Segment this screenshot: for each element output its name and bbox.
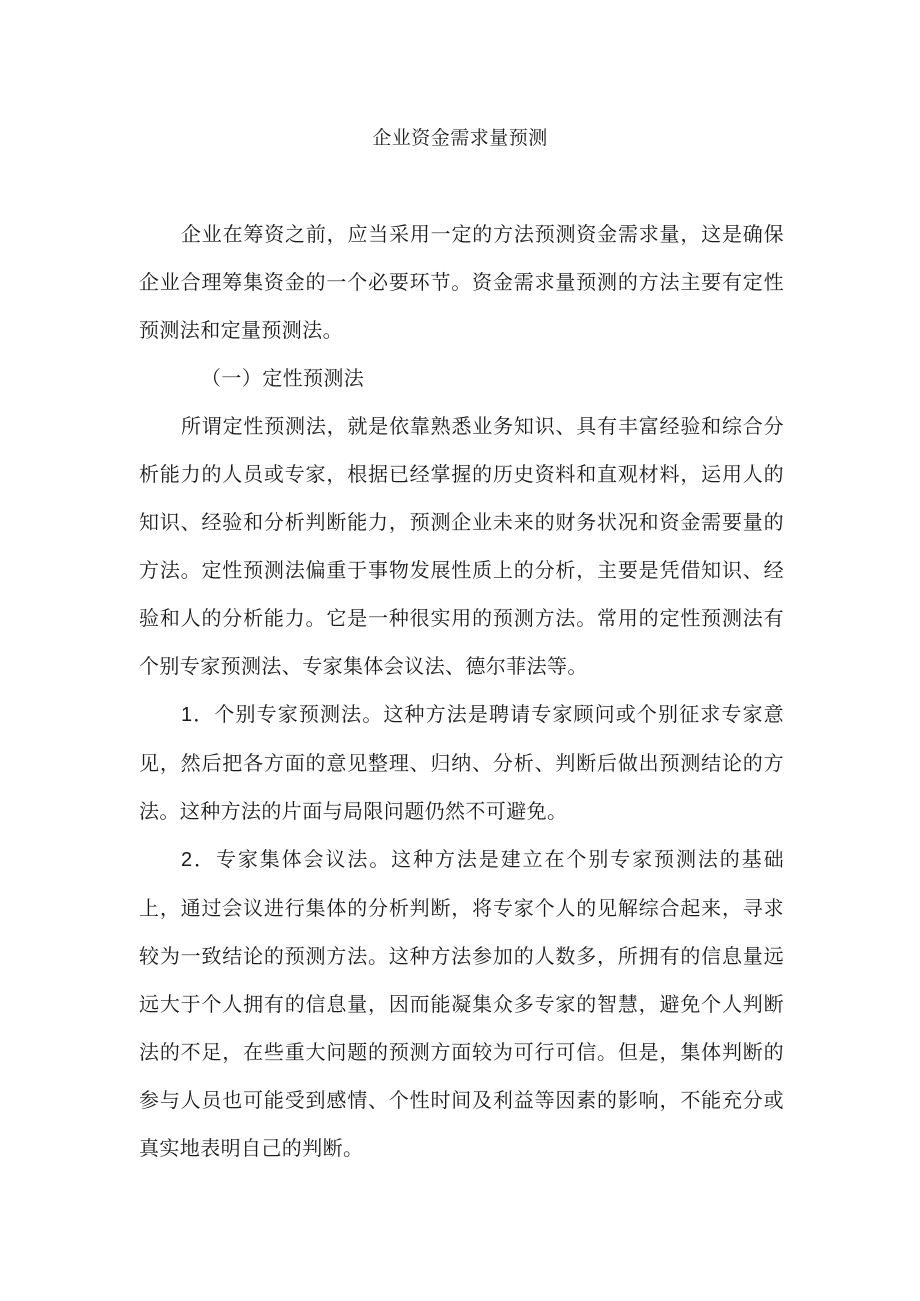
list-item-1-text: 个别专家预测法。这种方法是聘请专家顾问或个别征求专家意见，然后把各方面的意见整理、归纳、分析、判断后做出预测结论的方法。这种方法的片面与局限问题仍然不可避免。 xyxy=(139,702,784,823)
list-item-2 xyxy=(139,835,784,1172)
intro-paragraph: 企业在筹资之前，应当采用一定的方法预测资金需求量，这是确保企业合理筹集资金的一个必要环节。资金需求量预测的方法主要有定性预测法和定量预测法。 xyxy=(139,222,784,342)
section-heading: （一）定性预测法 xyxy=(201,366,365,390)
list-item-2-number: 2． xyxy=(181,849,216,871)
list-item-1-number: 1． xyxy=(181,704,215,726)
document-body xyxy=(139,210,784,1172)
list-item-2-text: 专家集体会议法。这种方法是建立在个别专家预测法的基础上，通过会议进行集体的分析判断，将专家个人的见解综合起来，寻求较为一致结论的预测方法。这种方法参加的人数多，所拥有的信息量远远大于个人拥有的信息量，因而能凝集众多专家的智慧，避免个人判断法的不足，在些重大问题的预测方面较为可行可信。但是，集体判断的参与人员也可能受到感情、个性时间及利益等因素的影响，不能充分或真实地表明自己的判断。 xyxy=(139,847,784,1160)
section-paragraph: 所谓定性预测法，就是依靠熟悉业务知识、具有丰富经验和综合分析能力的人员或专家，根据已经掌握的历史资料和直观材料，运用人的知识、经验和分析判断能力，预测企业未来的财务状况和资金需要量的方法。定性预测法偏重于事物发展性质上的分析，主要是凭借知识、经验和人的分析能力。它是一种很实用的预测方法。常用的定性预测法有个别专家预测法、专家集体会议法、德尔菲法等。 xyxy=(139,414,784,678)
list-item-1 xyxy=(139,690,784,835)
document-title: 企业资金需求量预测 xyxy=(372,127,548,149)
